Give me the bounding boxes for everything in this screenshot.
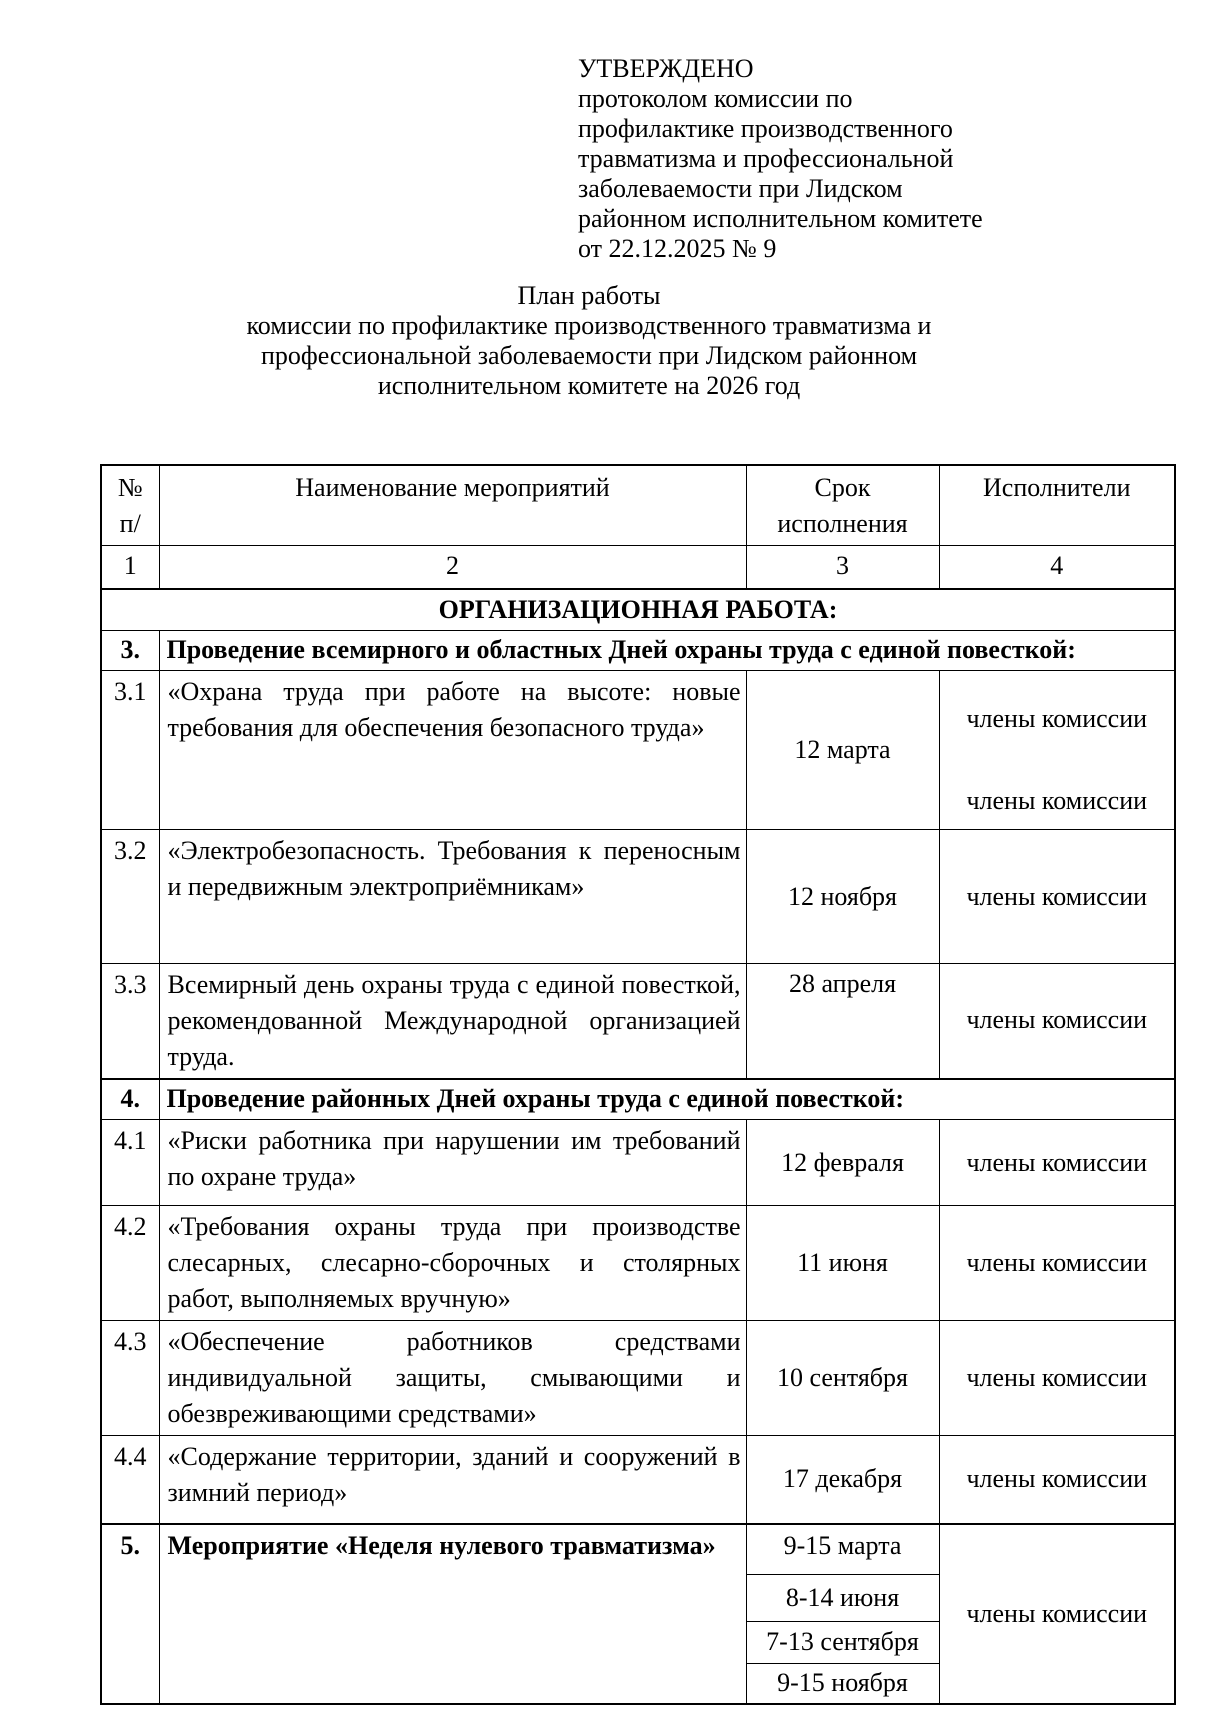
approval-block: [578, 54, 1108, 264]
approval-line: профилактике производственного: [578, 114, 953, 143]
table-row-3: [101, 631, 1175, 671]
table-row-4-4: [101, 1436, 1175, 1524]
column-number-4: 4: [939, 545, 1175, 589]
term-cell: 12 февраля: [746, 1120, 939, 1206]
row-number-cell: 4.2: [101, 1206, 159, 1321]
section-header-row: [101, 589, 1175, 631]
column-number-1: 1: [101, 545, 159, 589]
work-plan-table: [100, 464, 1176, 1705]
executors-cell: члены комиссии: [939, 1524, 1175, 1704]
row-number-cell: 4.: [101, 1079, 159, 1120]
term-cell: 10 сентября: [746, 1321, 939, 1436]
column-number-2: 2: [159, 545, 746, 589]
executor-entry: члены комиссии: [966, 786, 1148, 815]
approval-line: протоколом комиссии по: [578, 84, 853, 113]
executors-cell: члены комиссии: [939, 1436, 1175, 1524]
table-row-3-1: [101, 671, 1175, 830]
approval-line: травматизма и профессиональной: [578, 144, 954, 173]
header-term-line2: исполнения: [777, 509, 908, 538]
term-cell-stack: [746, 1524, 939, 1704]
event-name-cell: «Требования охраны труда при производстве слесарных, слесарно-сборочных и столярных работ, выполняемых вручную»: [159, 1206, 746, 1321]
table-row-4: [101, 1079, 1175, 1120]
event-name-cell: Всемирный день охраны труда с единой повесткой, рекомендованной Международной организацией труда.: [159, 964, 746, 1080]
table-row-4-3: [101, 1321, 1175, 1436]
executors-cell: члены комиссии: [939, 1206, 1175, 1321]
header-term-line1: Срок: [814, 473, 871, 502]
table-row-4-2: [101, 1206, 1175, 1321]
title-line: комиссии по профилактике производственного травматизма и: [246, 311, 932, 340]
row-number-cell: 3.3: [101, 964, 159, 1080]
header-name-column: Наименование мероприятий: [159, 465, 746, 545]
row-number-cell: 4.4: [101, 1436, 159, 1524]
row-number-cell: 3.: [101, 631, 159, 671]
event-name-cell: Мероприятие «Неделя нулевого травматизма»: [159, 1524, 746, 1704]
approval-line: заболеваемости при Лидском: [578, 174, 903, 203]
header-number-column: [101, 465, 159, 545]
executors-cell: члены комиссии: [939, 964, 1175, 1080]
executor-entry: члены комиссии: [966, 704, 1148, 733]
row-number-cell: 4.3: [101, 1321, 159, 1436]
header-number-line2: п/: [119, 509, 141, 538]
term-subcell: 9-15 марта: [747, 1525, 939, 1575]
event-name-cell: «Электробезопасность. Требования к переносным и передвижным электроприёмникам»: [159, 830, 746, 964]
group-title-cell: Проведение всемирного и областных Дней охраны труда с единой повесткой:: [159, 631, 1175, 671]
event-name-cell: «Риски работника при нарушении им требований по охране труда»: [159, 1120, 746, 1206]
title-line: исполнительном комитете на 2026 год: [377, 371, 801, 400]
title-line: План работы: [517, 281, 661, 310]
term-cell: 28 апреля: [746, 964, 939, 1080]
approval-line: от 22.12.2025 № 9: [578, 234, 777, 263]
section-header-cell: ОРГАНИЗАЦИОННАЯ РАБОТА:: [101, 589, 1175, 631]
executors-cell: члены комиссии: [939, 1120, 1175, 1206]
row-number-cell: 3.1: [101, 671, 159, 830]
term-cell: 17 декабря: [746, 1436, 939, 1524]
approval-line: УТВЕРЖДЕНО: [578, 54, 754, 83]
executors-cell: члены комиссии: [939, 1321, 1175, 1436]
term-subcell: 9-15 ноября: [777, 1668, 908, 1697]
row-number-cell: 4.1: [101, 1120, 159, 1206]
term-cell: 12 марта: [746, 671, 939, 830]
event-name-cell: «Охрана труда при работе на высоте: новые требования для обеспечения безопасного труда»: [159, 671, 746, 830]
header-executors-column: Исполнители: [939, 465, 1175, 545]
term-subcell: 8-14 июня: [747, 1575, 939, 1622]
table-row-3-2: [101, 830, 1175, 964]
approval-line: районном исполнительном комитете: [578, 204, 983, 233]
table-row-5: [101, 1524, 1175, 1704]
column-number-3: 3: [746, 545, 939, 589]
header-number-line1: №: [117, 473, 143, 502]
column-numbering-row: [101, 545, 1175, 589]
header-term-column: [746, 465, 939, 545]
executors-cell: члены комиссии: [939, 830, 1175, 964]
executors-cell: [939, 671, 1175, 830]
table-row-4-1: [101, 1120, 1175, 1206]
term-cell: 11 июня: [746, 1206, 939, 1321]
document-title: [100, 281, 1078, 401]
table-row-3-3: [101, 964, 1175, 1080]
term-cell: 12 ноября: [746, 830, 939, 964]
row-number-cell: 5.: [101, 1524, 159, 1704]
event-name-cell: «Обеспечение работников средствами индивидуальной защиты, смывающими и обезвреживающими средствами»: [159, 1321, 746, 1436]
group-title-cell: Проведение районных Дней охраны труда с единой повесткой:: [159, 1079, 1175, 1120]
event-name-cell: «Содержание территории, зданий и сооружений в зимний период»: [159, 1436, 746, 1524]
title-line: профессиональной заболеваемости при Лидском районном: [260, 341, 918, 370]
row-number-cell: 3.2: [101, 830, 159, 964]
term-subcell: 7-13 сентября: [747, 1622, 939, 1664]
table-header-row: [101, 465, 1175, 545]
